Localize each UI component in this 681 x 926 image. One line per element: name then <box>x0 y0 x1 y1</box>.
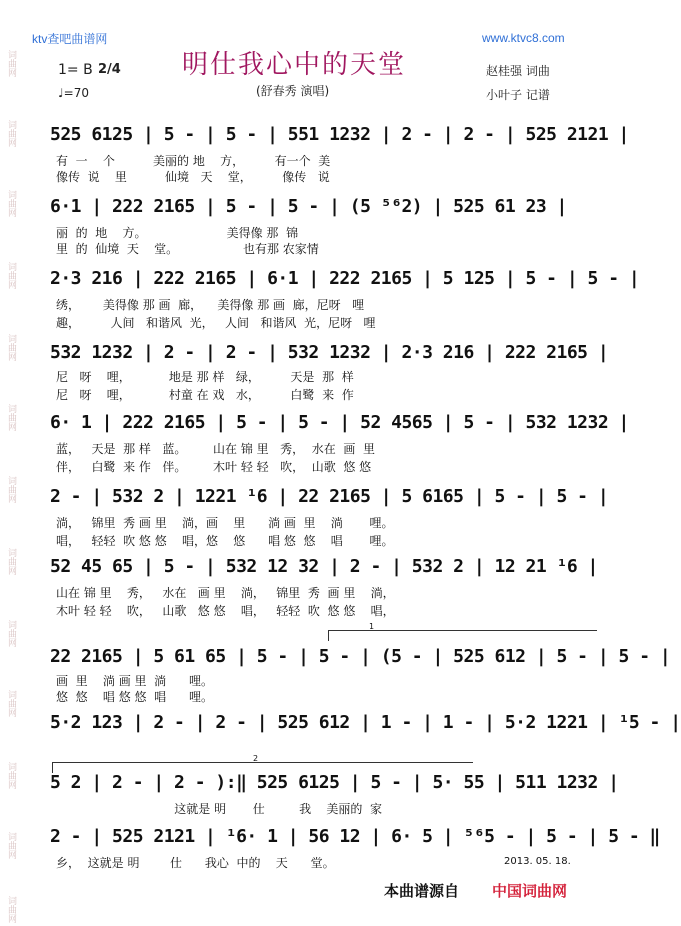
lyrics-row-3b: 趣， 人间 和谐风 光， 人间 和谐风 光，尼呀 哩 <box>56 316 376 330</box>
notes-row-9: 5·2 123 | 2 - | 2 - | 525 612 | 1 - | 1 - | 5·2 1221 | ¹5 - | <box>50 712 681 733</box>
lyricist: 赵桂强 词曲 <box>486 64 550 78</box>
notes-row-7: 52 45 65 | 5 - | 532 12 32 | 2 - | 532 2 | 12 21 ¹6 | <box>50 556 598 577</box>
notes-row-11: 2 - | 525 2121 | ¹6· 1 | 56 12 | 6· 5 | ⁵⁶5 - | 5 - | 5 - ‖ <box>50 826 660 847</box>
site-right-url[interactable]: www.ktvc8.com <box>482 31 565 45</box>
lyrics-row-7a: 山在 锦 里 秀， 水在 画 里 淌， 锦里 秀 画 里 淌， <box>56 586 395 600</box>
performer: (舒春秀 演唱) <box>256 84 330 98</box>
lyrics-row-6a: 淌， 锦里 秀 画 里 淌，画 里 淌 画 里 淌 哩。 <box>56 516 394 530</box>
watermark-text: 词曲网 <box>6 50 16 77</box>
watermark-text: 词曲网 <box>6 620 16 647</box>
watermark-text: 词曲网 <box>6 476 16 503</box>
lyrics-row-4b: 尼 呀 哩， 村童 在 戏 水， 白鹭 来 作 <box>56 388 354 402</box>
site-left-logo[interactable]: ktv查吧曲谱网 <box>32 32 108 46</box>
watermark-text: 词曲网 <box>6 896 16 923</box>
volta-bracket-1: 1 <box>328 630 597 641</box>
notes-row-1: 525 6125 | 5 - | 5 - | 551 1232 | 2 - | 2 - | 525 2121 | <box>50 124 629 145</box>
notes-row-2: 6·1 | 222 2165 | 5 - | 5 - | (5 ⁵⁶2) | 525 61 23 | <box>50 196 567 217</box>
notes-row-8: 22 2165 | 5 61 65 | 5 - | 5 - | (5 - | 525 612 | 5 - | 5 - | <box>50 646 671 667</box>
key-signature: 1= B <box>58 62 93 78</box>
song-title: 明仕我心中的天堂 <box>182 50 407 80</box>
transcription-date: 2013. 05. 18. <box>504 856 571 867</box>
watermark-text: 词曲网 <box>6 334 16 361</box>
lyrics-row-11: 乡， 这就是 明 仕 我心 中的 天 堂。 <box>56 856 335 870</box>
lyrics-row-7b: 木叶 轻 轻 吹， 山歌 悠 悠 唱， 轻轻 吹 悠 悠 唱， <box>56 604 395 618</box>
lyrics-row-10: 这就是 明 仕 我 美丽的 家 <box>56 802 382 816</box>
lyrics-row-8a: 画 里 淌 画 里 淌 哩。 <box>56 674 214 688</box>
watermark-text: 词曲网 <box>6 832 16 859</box>
lyrics-row-1b: 像传 说 里 仙境 天 堂， 像传 说 <box>56 170 330 184</box>
notes-row-4: 532 1232 | 2 - | 2 - | 532 1232 | 2·3 216 | 222 2165 | <box>50 342 609 363</box>
tempo-marking: ♩=70 <box>58 86 89 100</box>
watermark-text: 词曲网 <box>6 548 16 575</box>
lyrics-row-5a: 蓝， 天是 那 样 蓝。 山在 锦 里 秀， 水在 画 里 <box>56 442 375 456</box>
lyrics-row-8b: 悠 悠 唱 悠 悠 唱 哩。 <box>56 690 214 704</box>
lyrics-row-3a: 绣， 美得像 那 画 廊， 美得像 那 画 廊，尼呀 哩 <box>56 298 365 312</box>
notes-row-10: 5 2 | 2 - | 2 - ):‖ 525 6125 | 5 - | 5· 55 | 511 1232 | <box>50 772 619 793</box>
notes-row-6: 2 - | 532 2 | 1221 ¹6 | 22 2165 | 5 6165 | 5 - | 5 - | <box>50 486 609 507</box>
watermark-text: 词曲网 <box>6 762 16 789</box>
lyrics-row-5b: 伴， 白鹭 来 作 伴。 木叶 轻 轻 吹， 山歌 悠 悠 <box>56 460 372 474</box>
volta-bracket-2: 2 <box>52 762 473 773</box>
time-signature: 2/4 <box>98 62 121 77</box>
watermark-text: 词曲网 <box>6 690 16 717</box>
watermark-text: 词曲网 <box>6 120 16 147</box>
notes-row-3: 2·3 216 | 222 2165 | 6·1 | 222 2165 | 5 125 | 5 - | 5 - | <box>50 268 640 289</box>
lyrics-row-1a: 有 一 个 美丽的 地 方， 有一个 美 <box>56 154 331 168</box>
watermark-text: 词曲网 <box>6 262 16 289</box>
source-site-link[interactable]: 中国词曲网 <box>492 882 568 900</box>
lyrics-row-2b: 里 的 仙境 天 堂。 也有那 农家情 <box>56 242 319 256</box>
lyrics-row-4a: 尼 呀 哩， 地是 那 样 绿， 天是 那 样 <box>56 370 354 384</box>
lyrics-row-2a: 丽 的 地 方。 美得像 那 锦 <box>56 226 299 240</box>
notes-row-5: 6· 1 | 222 2165 | 5 - | 5 - | 52 4565 | 5 - | 532 1232 | <box>50 412 629 433</box>
transcriber: 小叶子 记谱 <box>486 88 550 102</box>
watermark-text: 词曲网 <box>6 190 16 217</box>
source-label: 本曲谱源自 <box>384 882 460 900</box>
lyrics-row-6b: 唱， 轻轻 吹 悠 悠 唱，悠 悠 唱 悠 悠 唱 哩。 <box>56 534 394 548</box>
watermark-text: 词曲网 <box>6 404 16 431</box>
